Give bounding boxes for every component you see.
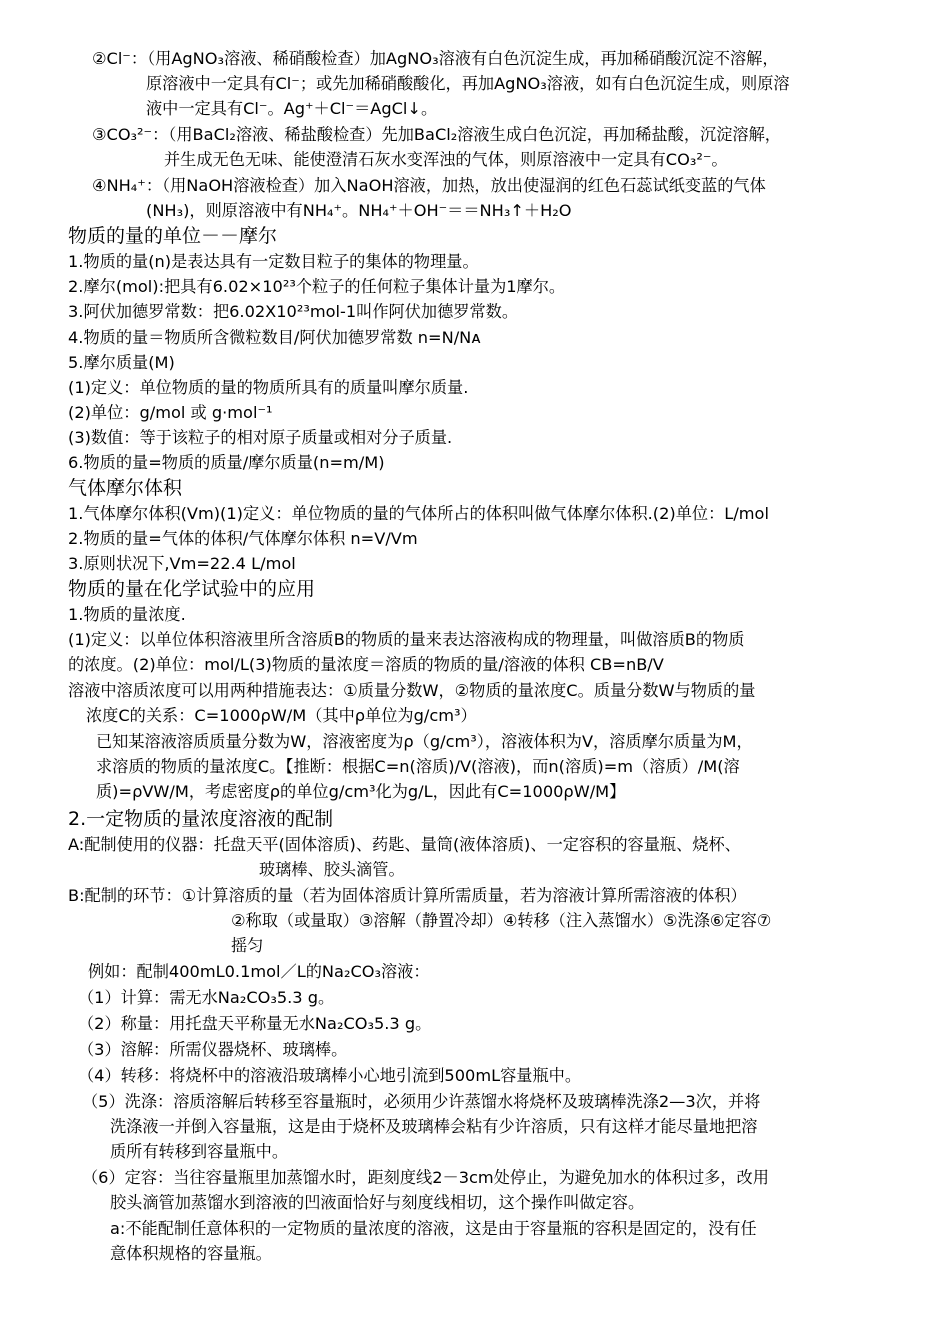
step-2: （2）称量：用托盘天平称量无水Na₂CO₃5.3 g。 — [78, 1014, 432, 1033]
app-line-7: 求溶质的物质的量浓度C。【推断：根据C=n(溶质)/V(溶液)，而n(溶质)=m（溶质）/M(溶 — [96, 757, 740, 776]
mole-line-1: 1.物质的量(n)是表达具有一定数目粒子的集体的物理量。 — [68, 252, 479, 271]
mole-line-8: (3)数值：等于该粒子的相对原子质量或相对分子质量. — [68, 428, 453, 447]
mole-line-4: 4.物质的量＝物质所含微粒数目/阿伏加德罗常数 n=N/Nᴀ — [68, 328, 481, 347]
step-5-line-2: 洗涤液一并倒入容量瓶，这是由于烧杯及玻璃棒会粘有少许溶质，只有这样才能尽量地把溶 — [110, 1117, 758, 1136]
gas-line-3: 3.原则状况下,Vm=22.4 L/mol — [68, 554, 296, 573]
app-line-3: 的浓度。(2)单位：mol/L(3)物质的量浓度＝溶质的物质的量/溶液的体积 CB=nB/V — [68, 655, 664, 674]
nh4-test-line-2: (NH₃)，则原溶液中有NH₄⁺。NH₄⁺＋OH⁻＝＝NH₃↑＋H₂O — [146, 201, 572, 220]
step-6-line-1: （6）定容：当往容量瓶里加蒸馏水时，距刻度线2－3cm处停止，为避免加水的体积过多，改用 — [82, 1168, 769, 1187]
prep-a-line-1: A:配制使用的仪器：托盘天平(固体溶质)、药匙、量筒(液体溶质)、一定容积的容量瓶、烧杯、 — [68, 835, 741, 854]
mole-line-3: 3.阿伏加德罗常数：把6.02X10²³mol-1叫作阿伏加德罗常数。 — [68, 302, 519, 321]
cl-test-line-1: ②Cl⁻：（用AgNO₃溶液、稀硝酸检查）加AgNO₃溶液有白色沉淀生成，再加稀硝酸沉淀不溶解， — [92, 49, 779, 68]
mole-line-7: (2)单位：g/mol 或 g·mol⁻¹ — [68, 403, 273, 422]
prep-b-line-3: 摇匀 — [231, 936, 264, 955]
step-5-line-3: 质所有转移到容量瓶中。 — [110, 1142, 289, 1161]
note-a-line-2: 意体积规格的容量瓶。 — [110, 1244, 272, 1263]
mole-line-6: (1)定义：单位物质的量的物质所具有的质量叫摩尔质量. — [68, 378, 469, 397]
cl-test-line-3: 液中一定具有Cl⁻。Ag⁺＋Cl⁻＝AgCl↓。 — [146, 99, 438, 118]
app-line-1: 1.物质的量浓度. — [68, 605, 186, 624]
step-3: （3）溶解：所需仪器烧杯、玻璃棒。 — [78, 1040, 348, 1059]
application-heading: 物质的量在化学试验中的应用 — [68, 578, 316, 600]
gas-line-2: 2.物质的量=气体的体积/气体摩尔体积 n=V/Vm — [68, 529, 418, 548]
app-line-2: (1)定义：以单位体积溶液里所含溶质B的物质的量来表达溶液构成的物理量，叫做溶质B的物质 — [68, 630, 745, 649]
gas-line-1: 1.气体摩尔体积(Vm)(1)定义：单位物质的量的气体所占的体积叫做气体摩尔体积.(2)单位：L/mol — [68, 504, 769, 523]
prep-a-line-2: 玻璃棒、胶头滴管。 — [259, 860, 405, 879]
step-4: （4）转移：将烧杯中的溶液沿玻璃棒小心地引流到500mL容量瓶中。 — [78, 1066, 582, 1085]
nh4-test-line-1: ④NH₄⁺：（用NaOH溶液检查）加入NaOH溶液，加热，放出使湿润的红色石蕊试纸变蓝的气体 — [92, 176, 766, 195]
app-line-4: 溶液中溶质浓度可以用两种措施表达：①质量分数W，②物质的量浓度C。质量分数W与物质的量 — [68, 681, 756, 700]
co3-test-line-2: 并生成无色无味、能使澄清石灰水变浑浊的气体，则原溶液中一定具有CO₃²⁻。 — [164, 150, 728, 169]
co3-test-line-1: ③CO₃²⁻：（用BaCl₂溶液、稀盐酸检查）先加BaCl₂溶液生成白色沉淀，再加稀盐酸，沉淀溶解， — [92, 125, 781, 144]
mole-line-5: 5.摩尔质量(M) — [68, 353, 175, 372]
note-a-line-1: a:不能配制任意体积的一定物质的量浓度的溶液，这是由于容量瓶的容积是固定的，没有任 — [110, 1219, 757, 1238]
app-line-8: 质)=ρVW/M，考虑密度ρ的单位g/cm³化为g/L，因此有C=1000ρW/M】 — [96, 782, 626, 801]
app-line-6: 已知某溶液溶质质量分数为W，溶液密度为ρ（g/cm³），溶液体积为V，溶质摩尔质量为M， — [96, 732, 753, 751]
prep-heading: 2.一定物质的量浓度溶液的配制 — [68, 808, 334, 830]
cl-test-line-2: 原溶液中一定具有Cl⁻；或先加稀硝酸酸化，再加AgNO₃溶液，如有白色沉淀生成，则原溶 — [146, 74, 790, 93]
step-1: （1）计算：需无水Na₂CO₃5.3 g。 — [78, 988, 335, 1007]
prep-b-line-2: ②称取（或量取）③溶解（静置冷却）④转移（注入蒸馏水）⑤洗涤⑥定容⑦ — [231, 911, 772, 930]
mole-heading: 物质的量的单位－－摩尔 — [68, 225, 278, 247]
prep-b-line-1: B:配制的环节：①计算溶质的量（若为固体溶质计算所需质量，若为溶液计算所需溶液的体积） — [68, 886, 747, 905]
gas-heading: 气体摩尔体积 — [68, 477, 183, 499]
step-5-line-1: （5）洗涤：溶质溶解后转移至容量瓶时，必须用少许蒸馏水将烧杯及玻璃棒洗涤2—3次，并将 — [82, 1092, 761, 1111]
mole-line-9: 6.物质的量=物质的质量/摩尔质量(n=m/M) — [68, 453, 385, 472]
step-6-line-2: 胶头滴管加蒸馏水到溶液的凹液面恰好与刻度线相切，这个操作叫做定容。 — [110, 1193, 645, 1212]
example-line: 例如：配制400mL0.1mol／L的Na₂CO₃溶液： — [88, 962, 430, 981]
mole-line-2: 2.摩尔(mol):把具有6.02×10²³个粒子的任何粒子集体计量为1摩尔。 — [68, 277, 566, 296]
app-line-5: 浓度C的关系：C=1000ρW/M（其中ρ单位为g/cm³） — [86, 706, 477, 725]
